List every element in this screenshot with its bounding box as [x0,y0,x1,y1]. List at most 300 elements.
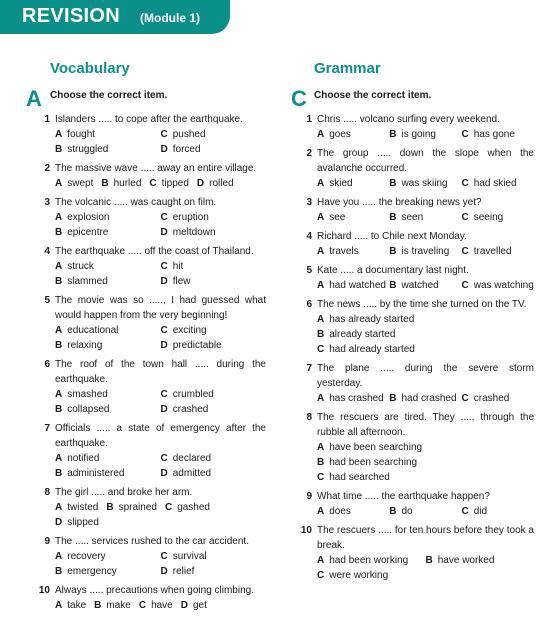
option-letter: A [317,246,325,257]
answer-option[interactable] [161,274,267,289]
answer-option[interactable] [317,568,426,583]
question-number: 10 [38,585,50,596]
answer-option[interactable] [94,598,131,613]
grammar-heading: Grammar [314,60,381,77]
question-number: 9 [44,536,50,547]
answer-option[interactable] [161,259,267,274]
option-letter: A [317,129,325,140]
grammar-questions [296,112,534,587]
vocabulary-heading: Vocabulary [50,60,130,77]
option-letter: C [461,246,469,257]
question-text: The rescuers are tired. They ..... through the rubble all afternoon. [317,412,534,438]
option-letter: C [160,389,168,400]
vocabulary-question [34,534,266,579]
option-text: crashed [172,404,209,415]
option-text: had searched [329,472,390,483]
answer-option[interactable] [462,210,534,225]
option-letter: B [106,502,114,513]
option-letter: C [160,551,168,562]
question-number: 6 [44,359,50,370]
option-text: did [473,506,488,517]
answer-option[interactable] [317,176,389,191]
option-letter: B [389,212,397,223]
answer-option[interactable] [161,402,267,417]
grammar-question [296,489,534,519]
option-letter: C [461,178,469,189]
option-text: explosion [67,212,110,223]
option-text: smashed [67,389,108,400]
option-text: has crashed [329,393,384,404]
option-letter: B [389,393,397,404]
answer-option[interactable] [55,549,161,564]
vocabulary-question [34,357,266,417]
grammar-question [296,523,534,583]
question-number: 6 [306,299,312,310]
answer-option[interactable] [149,176,188,191]
option-text: already started [329,329,396,340]
answer-option[interactable] [139,598,173,613]
answer-option[interactable] [317,312,534,327]
option-letter: C [461,506,469,517]
answer-option[interactable] [161,549,267,564]
answer-option[interactable] [55,387,161,402]
option-letter: C [160,325,168,336]
option-text: exciting [172,325,207,336]
answer-options [296,176,534,191]
option-text: epicentre [67,227,109,238]
option-letter: D [160,340,168,351]
option-letter: A [55,325,63,336]
answer-option[interactable] [106,500,157,515]
option-letter: B [101,178,109,189]
grammar-question [296,297,534,357]
grammar-instruction: Choose the correct item. [314,90,432,101]
answer-option[interactable] [317,342,534,357]
banner-title: REVISION [22,5,120,27]
question-text: Officials ..... a state of emergency after the earthquake. [55,423,266,449]
answer-option[interactable] [161,564,267,579]
option-letter: D [160,468,168,479]
option-letter: B [55,566,63,577]
option-letter: A [55,261,63,272]
option-text: is traveling [401,246,450,257]
option-letter: A [55,600,63,611]
option-text: predictable [172,340,222,351]
vocabulary-question [34,583,266,613]
option-text: slipped [67,517,99,528]
option-text: hurled [113,178,142,189]
option-letter: C [461,280,469,291]
answer-options [296,312,534,357]
option-text: get [192,600,207,611]
answer-options [296,504,534,519]
option-letter: B [55,227,63,238]
answer-option[interactable] [55,259,161,274]
option-text: declared [172,453,212,464]
question-number: 7 [306,363,312,374]
option-text: had been working [329,555,409,566]
answer-options [34,387,266,417]
answer-option[interactable] [317,244,389,259]
option-text: take [67,600,87,611]
question-text: The roof of the town hall ..... during the earthquake. [55,359,266,385]
vocabulary-question [34,244,266,289]
answer-options [34,500,266,530]
option-text: survival [172,551,207,562]
question-text: Islanders ..... to cope after the earthquake. [55,114,243,125]
vocabulary-question [34,293,266,353]
answer-option[interactable] [55,274,161,289]
option-text: do [401,506,413,517]
option-text: goes [329,129,351,140]
answer-option[interactable] [161,323,267,338]
answer-option[interactable] [317,327,534,342]
answer-option[interactable] [317,127,389,142]
question-number: 10 [300,525,312,536]
option-text: admitted [172,468,212,479]
option-text: was skiing [401,178,448,189]
answer-option[interactable] [161,127,267,142]
vocabulary-questions [34,112,266,617]
option-letter: A [55,212,63,223]
answer-option[interactable] [389,176,461,191]
option-letter: C [160,212,168,223]
option-text: relaxing [67,340,103,351]
option-letter: B [317,329,325,340]
answer-option[interactable] [389,127,461,142]
answer-option[interactable] [389,210,461,225]
answer-option[interactable] [317,553,426,568]
option-text: see [329,212,346,223]
answer-option[interactable] [317,470,534,485]
option-text: is going [401,129,436,140]
answer-option[interactable] [55,127,161,142]
answer-option[interactable] [197,176,234,191]
answer-option[interactable] [55,451,161,466]
option-letter: C [461,212,469,223]
option-text: twisted [67,502,99,513]
grammar-question [296,410,534,485]
option-text: travelled [473,246,512,257]
vocabulary-question [34,485,266,530]
answer-options [34,549,266,579]
option-letter: C [317,472,325,483]
option-text: educational [67,325,119,336]
answer-option[interactable] [426,553,535,568]
option-letter: C [317,570,325,581]
module-banner [0,0,230,34]
option-text: was watching [473,280,534,291]
answer-option[interactable] [462,244,534,259]
answer-options [34,210,266,240]
question-number: 9 [306,491,312,502]
grammar-question [296,195,534,225]
answer-option[interactable] [317,440,534,455]
option-letter: A [55,129,63,140]
vocabulary-question [34,112,266,157]
option-text: relief [172,566,195,577]
answer-option[interactable] [317,278,389,293]
option-text: have worked [437,555,495,566]
option-letter: B [389,178,397,189]
answer-option[interactable] [55,338,161,353]
option-text: had watched [329,280,386,291]
question-text: The rescuers ..... for ten hours before they took a break. [317,525,534,551]
question-text: Have you ..... the breaking news yet? [317,197,482,208]
option-text: administered [67,468,125,479]
answer-option[interactable] [389,278,461,293]
question-number: 1 [306,114,312,125]
answer-option[interactable] [161,142,267,157]
question-number: 1 [44,114,50,125]
answer-option[interactable] [55,598,86,613]
answer-option[interactable] [462,176,534,191]
option-letter: A [317,212,325,223]
grammar-question [296,361,534,406]
option-letter: A [317,555,325,566]
answer-options [34,176,266,191]
vocabulary-question [34,195,266,240]
answer-option[interactable] [462,391,534,406]
question-number: 8 [306,412,312,423]
question-number: 2 [44,163,50,174]
question-number: 4 [44,246,50,257]
option-text: make [106,600,131,611]
option-letter: A [317,178,325,189]
question-number: 5 [44,295,50,306]
option-text: have [151,600,173,611]
exercise-letter-c: C [291,86,307,111]
option-text: crashed [473,393,510,404]
question-text: The group ..... down the slope when the avalanche occurred. [317,148,534,174]
banner-subtitle: (Module 1) [140,11,200,25]
option-letter: D [196,178,205,189]
question-number: 3 [44,197,50,208]
answer-options [34,259,266,289]
question-text: The plane ..... during the severe storm yesterday. [317,363,534,389]
option-text: crumbled [172,389,214,400]
answer-options [34,323,266,353]
option-text: gashed [177,502,210,513]
grammar-question [296,112,534,142]
option-letter: C [160,453,168,464]
option-text: travels [329,246,359,257]
option-text: collapsed [67,404,110,415]
option-letter: D [160,144,168,155]
option-letter: B [317,457,325,468]
option-text: has gone [473,129,515,140]
vocabulary-question [34,421,266,481]
option-text: flew [172,276,191,287]
option-text: fought [67,129,96,140]
option-text: had skied [473,178,517,189]
option-text: has already started [329,314,415,325]
answer-option[interactable] [55,402,161,417]
option-letter: D [160,227,168,238]
answer-option[interactable] [161,225,267,240]
question-text: Kate ..... a documentary last night. [317,265,469,276]
answer-option[interactable] [55,323,161,338]
answer-option[interactable] [389,504,461,519]
option-text: skied [329,178,353,189]
answer-option[interactable] [55,176,93,191]
answer-option[interactable] [161,387,267,402]
question-text: The earthquake ..... off the coast of Thailand. [55,246,254,257]
answer-option[interactable] [389,244,461,259]
option-text: seen [401,212,424,223]
question-number: 7 [44,423,50,434]
answer-option[interactable] [317,504,389,519]
question-text: The news ..... by the time she turned on the TV. [317,299,527,310]
option-letter: B [389,129,397,140]
question-number: 5 [306,265,312,276]
question-number: 4 [306,231,312,242]
option-text: seeing [473,212,504,223]
option-text: does [329,506,351,517]
option-letter: A [55,178,63,189]
option-letter: C [160,261,168,272]
option-text: sprained [118,502,157,513]
answer-option[interactable] [101,176,141,191]
option-letter: A [55,453,63,464]
option-text: pushed [172,129,206,140]
question-text: Always ..... precautions when going climbing. [55,585,254,596]
option-letter: B [55,340,63,351]
question-text: The girl ..... and broke her arm. [55,487,193,498]
question-text: Chris ..... volcano surfing every weekend. [317,114,500,125]
question-text: The movie was so ....., I had guessed what would happen from the very beginning! [55,295,266,321]
answer-options [34,451,266,481]
grammar-question [296,229,534,259]
option-letter: A [317,314,325,325]
option-letter: A [317,442,325,453]
vocabulary-question [34,161,266,191]
answer-options [296,553,534,583]
answer-options [296,244,534,259]
question-number: 2 [306,148,312,159]
option-text: recovery [67,551,106,562]
answer-option[interactable] [161,210,267,225]
option-letter: B [425,555,433,566]
option-text: have been searching [329,442,423,453]
option-letter: B [389,280,397,291]
option-text: struck [67,261,94,272]
question-text: What time ..... the earthquake happen? [317,491,490,502]
option-letter: A [317,393,325,404]
option-letter: C [164,502,173,513]
answer-option[interactable] [317,391,389,406]
answer-option[interactable] [55,210,161,225]
option-letter: B [55,144,63,155]
option-letter: C [160,129,168,140]
option-letter: A [55,389,63,400]
answer-option[interactable] [55,500,98,515]
option-text: swept [67,178,94,189]
option-text: rolled [209,178,234,189]
option-text: struggled [67,144,109,155]
answer-options [34,598,266,613]
answer-option[interactable] [55,142,161,157]
question-text: Richard ..... to Chile next Monday. [317,231,467,242]
option-letter: A [55,502,63,513]
answer-option[interactable] [161,466,267,481]
option-letter: D [55,517,63,528]
option-text: eruption [172,212,209,223]
question-number: 3 [306,197,312,208]
answer-option[interactable] [389,391,461,406]
answer-options [296,440,534,485]
answer-option[interactable] [55,225,161,240]
option-text: had been searching [329,457,418,468]
option-text: had already started [329,344,415,355]
answer-options [34,127,266,157]
option-text: emergency [67,566,117,577]
option-letter: C [138,600,147,611]
exercise-letter-a: A [26,86,42,111]
option-text: forced [172,144,201,155]
answer-option[interactable] [55,466,161,481]
option-letter: D [180,600,188,611]
option-text: notified [67,453,100,464]
answer-option[interactable] [317,455,534,470]
option-letter: C [461,393,469,404]
option-text: slammed [67,276,108,287]
option-text: meltdown [172,227,216,238]
answer-option[interactable] [161,451,267,466]
grammar-question [296,146,534,191]
option-letter: A [317,506,325,517]
grammar-question [296,263,534,293]
answer-option[interactable] [462,127,534,142]
answer-options [296,278,534,293]
option-text: had crashed [401,393,457,404]
answer-options [296,127,534,142]
option-letter: B [94,600,102,611]
answer-options [296,391,534,406]
option-letter: B [389,506,397,517]
answer-option[interactable] [165,500,210,515]
question-text: The ..... services rushed to the car accident. [55,536,249,547]
option-letter: A [55,551,63,562]
answer-option[interactable] [462,278,534,293]
option-letter: D [160,276,168,287]
option-letter: B [55,404,63,415]
answer-option[interactable] [181,598,207,613]
answer-option[interactable] [55,564,161,579]
option-text: tipped [161,178,189,189]
option-letter: D [160,566,168,577]
option-letter: B [55,276,63,287]
answer-option[interactable] [161,338,267,353]
option-letter: A [317,280,325,291]
option-letter: C [461,129,469,140]
option-text: watched [401,280,439,291]
answer-option[interactable] [462,504,534,519]
question-text: The massive wave ..... away an entire village. [55,163,257,174]
option-letter: C [149,178,157,189]
answer-options [296,210,534,225]
answer-option[interactable] [55,515,99,530]
question-number: 8 [44,487,50,498]
option-letter: C [317,344,325,355]
vocabulary-instruction: Choose the correct item. [50,90,168,101]
answer-option[interactable] [317,210,389,225]
option-text: were working [329,570,389,581]
question-text: The volcanic ..... was caught on film. [55,197,217,208]
option-text: hit [172,261,184,272]
option-letter: D [160,404,168,415]
option-letter: B [55,468,63,479]
